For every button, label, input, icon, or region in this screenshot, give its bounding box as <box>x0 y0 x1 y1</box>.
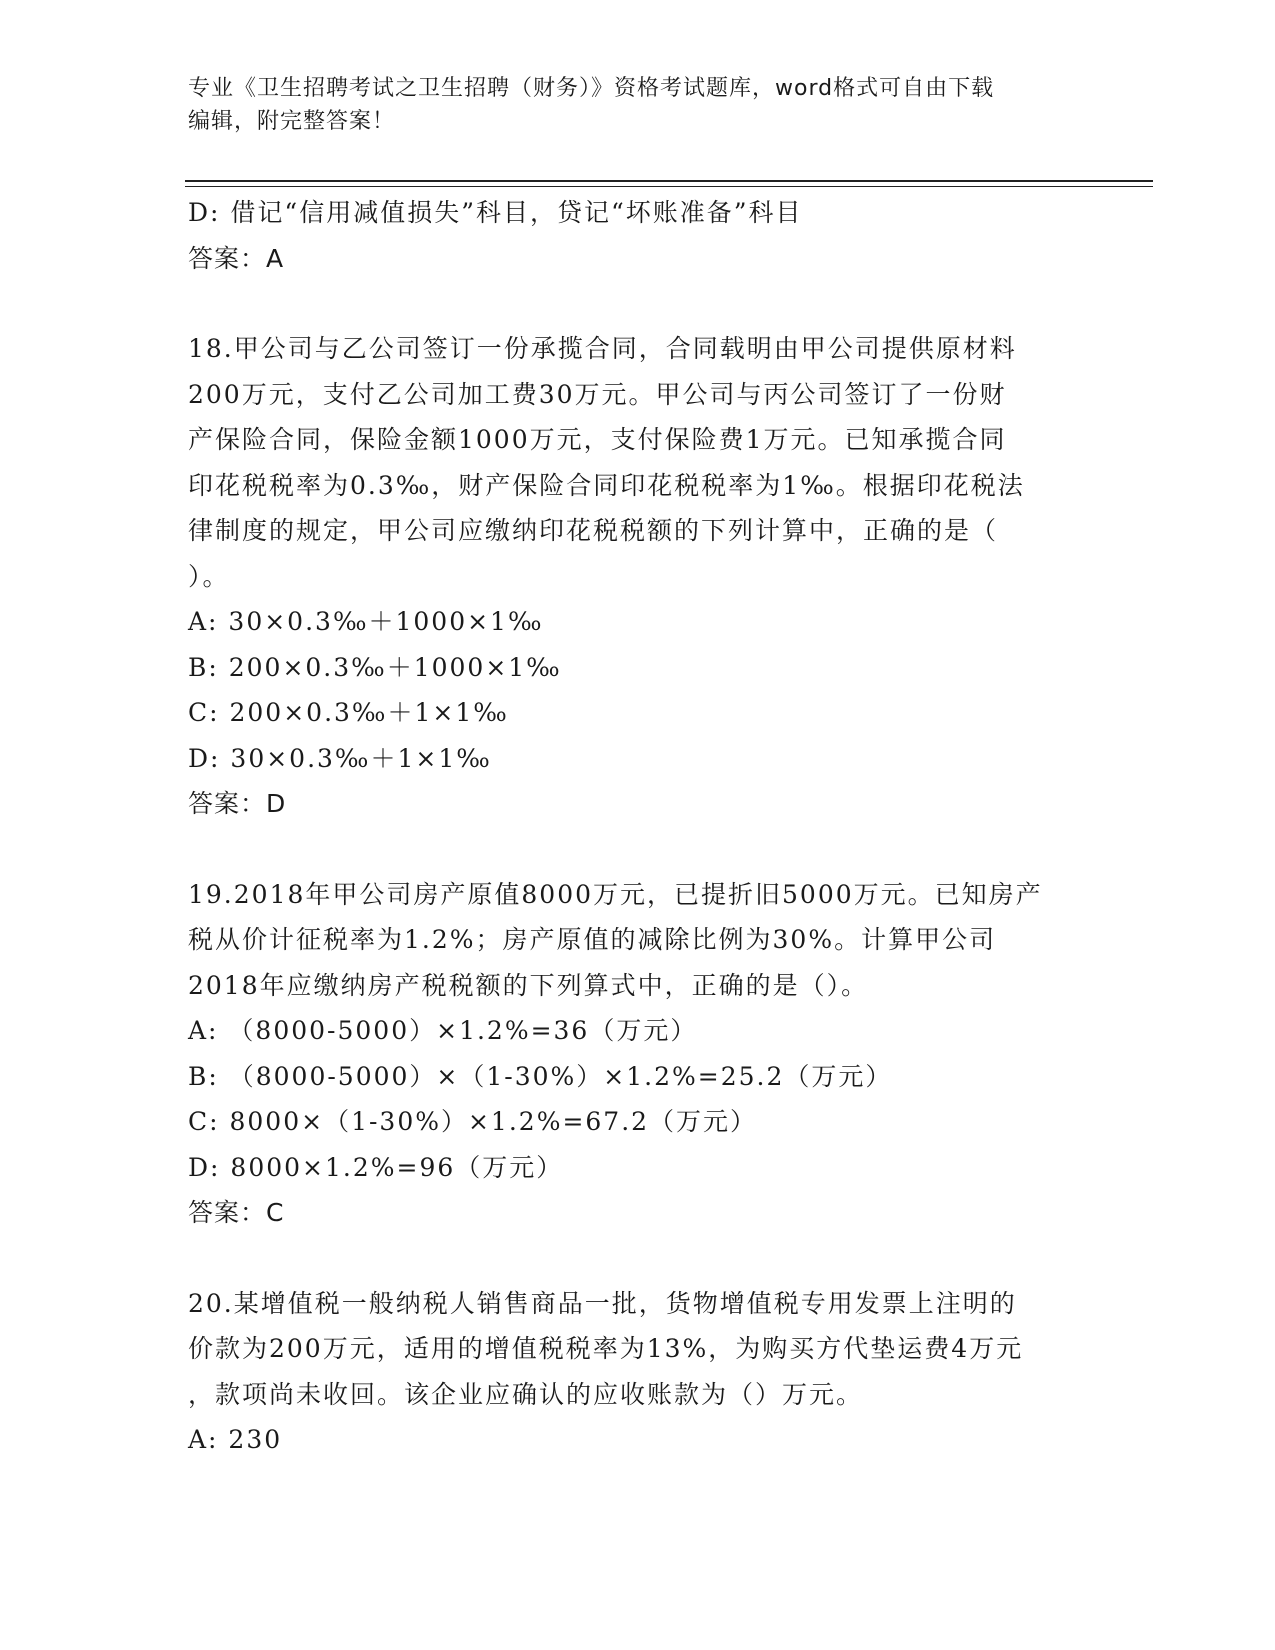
q19-option-b: B: （8000-5000）×（1-30%）×1.2%=25.2（万元） <box>188 1061 893 1091</box>
q19-answer: 答案：C <box>188 1198 285 1227</box>
question-18 <box>188 326 1088 827</box>
q18-stem-line: 律制度的规定，甲公司应缴纳印花税税额的下列计算中，正确的是（ <box>188 516 999 545</box>
header-divider-thick <box>185 180 1153 182</box>
q19-option-a: A: （8000-5000）×1.2%=36（万元） <box>188 1016 698 1045</box>
q18-option-c: C: 200×0.3‰＋1×1‰ <box>188 698 509 727</box>
q18-stem-line: 18.甲公司与乙公司签订一份承揽合同，合同载明由甲公司提供原材料 <box>188 334 1017 363</box>
q18-answer: 答案：D <box>188 789 287 818</box>
header-line-1: 专业《卫生招聘考试之卫生招聘（财务）》资格考试题库，word格式可自由下载 <box>188 76 995 101</box>
q20-stem-line: 价款为200万元，适用的增值税税率为13%，为购买方代垫运费4万元 <box>188 1334 1024 1363</box>
q19-option-d: D: 8000×1.2%=96（万元） <box>188 1152 564 1182</box>
q20-option-a: A: 230 <box>188 1425 283 1454</box>
question-19 <box>188 872 1088 1236</box>
q19-stem-line: 2018年应缴纳房产税税额的下列算式中，正确的是（）。 <box>188 970 869 1000</box>
spacer <box>188 1236 1088 1281</box>
question-20 <box>188 1281 1088 1463</box>
q20-stem-line: 20.某增值税一般纳税人销售商品一批，货物增值税专用发票上注明的 <box>188 1288 1017 1318</box>
q18-stem-line: 200万元，支付乙公司加工费30万元。甲公司与丙公司签订了一份财 <box>188 379 1007 409</box>
q20-stem-line: ，款项尚未收回。该企业应确认的应收账款为（）万元。 <box>188 1379 864 1409</box>
q18-option-b: B: 200×0.3‰＋1000×1‰ <box>188 652 562 682</box>
spacer <box>188 281 1088 326</box>
q19-option-c: C: 8000×（1-30%）×1.2%=67.2（万元） <box>188 1107 758 1136</box>
q17-answer: 答案：A <box>188 243 285 273</box>
header-divider-thin <box>185 186 1153 187</box>
q18-stem-line: ）。 <box>188 561 230 591</box>
q18-stem-line: 产保险合同，保险金额1000万元，支付保险费1万元。已知承揽合同 <box>188 425 1007 454</box>
q17-option-d: D: 借记“信用减值损失”科目，贷记“坏账准备”科目 <box>188 198 803 227</box>
q18-option-a: A: 30×0.3‰＋1000×1‰ <box>188 607 544 636</box>
header-line-2: 编辑，附完整答案！ <box>188 109 396 134</box>
q19-stem-line: 19.2018年甲公司房产原值8000万元，已提折旧5000万元。已知房产 <box>188 879 1043 909</box>
page-header <box>188 72 1088 138</box>
q18-stem-line: 印花税税率为0.3‰，财产保险合同印花税税率为1‰。根据印花税法 <box>188 470 1025 500</box>
q19-stem-line: 税从价计征税率为1.2%；房产原值的减除比例为30%。计算甲公司 <box>188 925 997 954</box>
spacer <box>188 827 1088 872</box>
question-content <box>188 190 1088 1463</box>
q18-option-d: D: 30×0.3‰＋1×1‰ <box>188 743 492 773</box>
